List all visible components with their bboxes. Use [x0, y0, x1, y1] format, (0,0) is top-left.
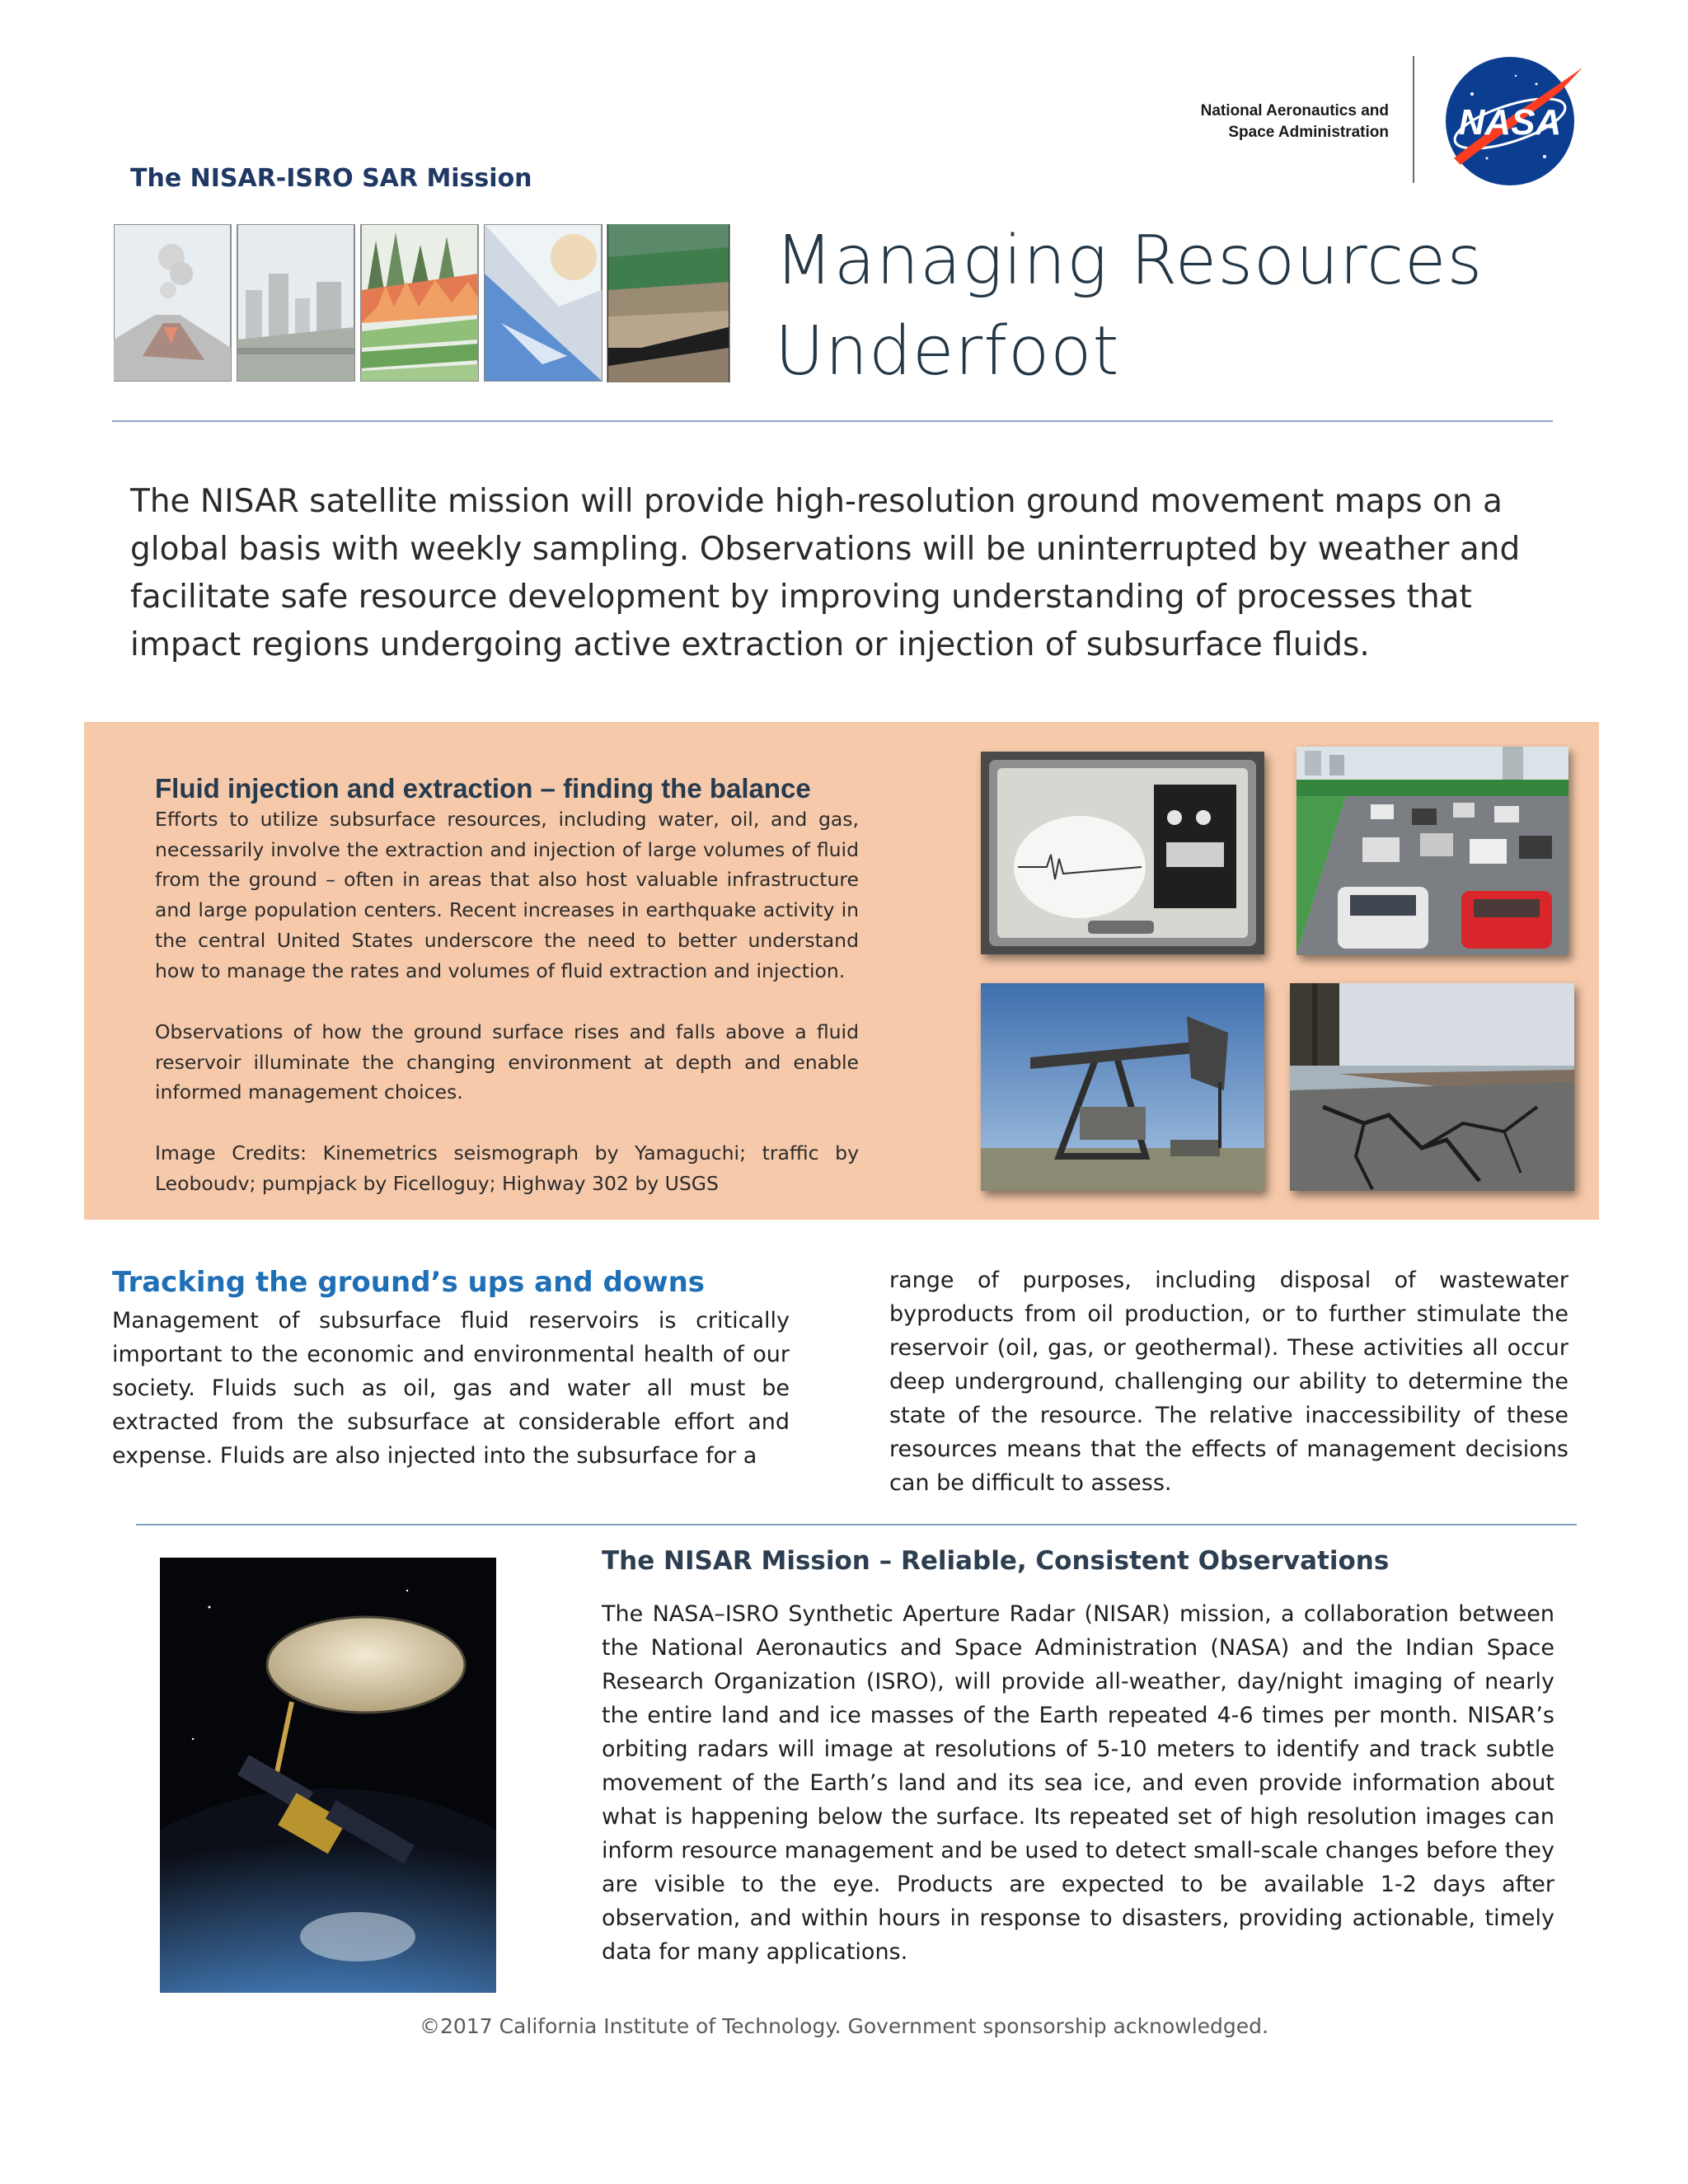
volcano-thumbnail — [114, 224, 231, 381]
agency-name-line2: Space Administration — [1228, 124, 1389, 141]
geology-thumbnail — [608, 224, 729, 382]
header-divider — [1413, 56, 1414, 183]
tracking-section-title: Tracking the ground’s ups and downs — [112, 1266, 706, 1299]
section-rule — [136, 1524, 1577, 1526]
page-title-line2: Underfoot — [775, 312, 1120, 391]
tracking-text-right: range of purposes, including disposal of wastewater byproducts from oil production, or to further stimulate the reservoir (oil, gas, or geothermal). These activities all occur deep underground, challenging our ability to determine the state of the resource. The relative inaccessibility of these resources means that the effects of management decisions can be difficult to assess. — [889, 1268, 1568, 1496]
page-title — [775, 216, 1599, 397]
nisar-satellite-image — [160, 1558, 496, 1993]
cracked-highway-photo — [1290, 983, 1574, 1191]
image-credits: Image Credits: Kinemetrics seismograph by Yamaguchi; traffic by Leoboudv; pumpjack by Ficelloguy; Highway 302 by USGS — [155, 1141, 859, 1195]
wildfire-thumbnail — [361, 224, 478, 381]
urban-thumbnail — [237, 224, 354, 381]
agency-name-line1: National Aeronautics and — [1200, 102, 1389, 120]
intro-paragraph: The NISAR satellite mission will provide high-resolution ground movement maps on a global basis with weekly sampling. Observations will be uninterrupted by weather and facilitate safe resource development by improving understanding of processes that impact regions undergoing active extraction or injection of subsurface fluids. — [130, 483, 1521, 663]
traffic-photo — [1296, 747, 1568, 955]
nisar-section-body: The NASA–ISRO Synthetic Aperture Radar (NISAR) mission, a collaboration between the National Aeronautics and Space Administration (NASA) and the Indian Space Research Organization (ISRO), will provide all-weather, day/night imaging of nearly the entire land and ice masses of the Earth repeated 4-6 times per month. NISAR’s orbiting radars will image at resolutions of 5-10 meters to identify and track subtle movement of the Earth’s land and its sea ice, and even provide information about what is happening below the surface. Its repeated set of high resolution images can inform resource management and be used to detect small-scale changes before they are visible to the eye. Products are expected to be available 1-2 days after observation, and within hours in response to disasters, providing actionable, timely data for many applications. — [602, 1601, 1554, 1965]
fluid-callout-title: Fluid injection and extraction – finding the balance — [155, 773, 811, 804]
nasa-logo-icon — [1437, 51, 1586, 191]
agency-name — [1137, 101, 1389, 143]
hazard-thumbnail-strip — [114, 224, 732, 382]
fluid-callout-paragraph-2: Observations of how the ground surface rises and falls above a fluid reservoir illuminate the changing environment at depth and enable informed management choices. — [155, 1020, 859, 1104]
header-rule — [112, 420, 1553, 422]
nasa-logo-text: NASA — [1458, 102, 1562, 143]
seismograph-photo — [981, 752, 1264, 954]
pumpjack-photo — [981, 983, 1264, 1191]
copyright-footer: ©2017 California Institute of Technology. Government sponsorship acknowledged. — [420, 2014, 1268, 2038]
fluid-callout-paragraph-1: Efforts to utilize subsurface resources, including water, oil, and gas, necessarily involve the extraction and injection of large volumes of fluid from the ground – often in areas that also host valuable infrastructure and large population centers. Recent increases in earthquake activity in the central United States underscore the need to better understand how to manage the rates and volumes of fluid extraction and injection. — [155, 808, 859, 982]
mission-label: The NISAR-ISRO SAR Mission — [130, 164, 532, 193]
nisar-section-title: The NISAR Mission – Reliable, Consistent Observations — [602, 1546, 1390, 1576]
tracking-text-left: Management of subsurface fluid reservoirs is critically important to the economic and environmental health of our society. Fluids such as oil, gas and water all must be extracted from the subsurface at considerable effort and expense. Fluids are also injected into the subsurface for a — [112, 1308, 790, 1469]
ice-thumbnail — [485, 224, 602, 381]
page-title-line1: Managing Resources — [775, 222, 1484, 300]
